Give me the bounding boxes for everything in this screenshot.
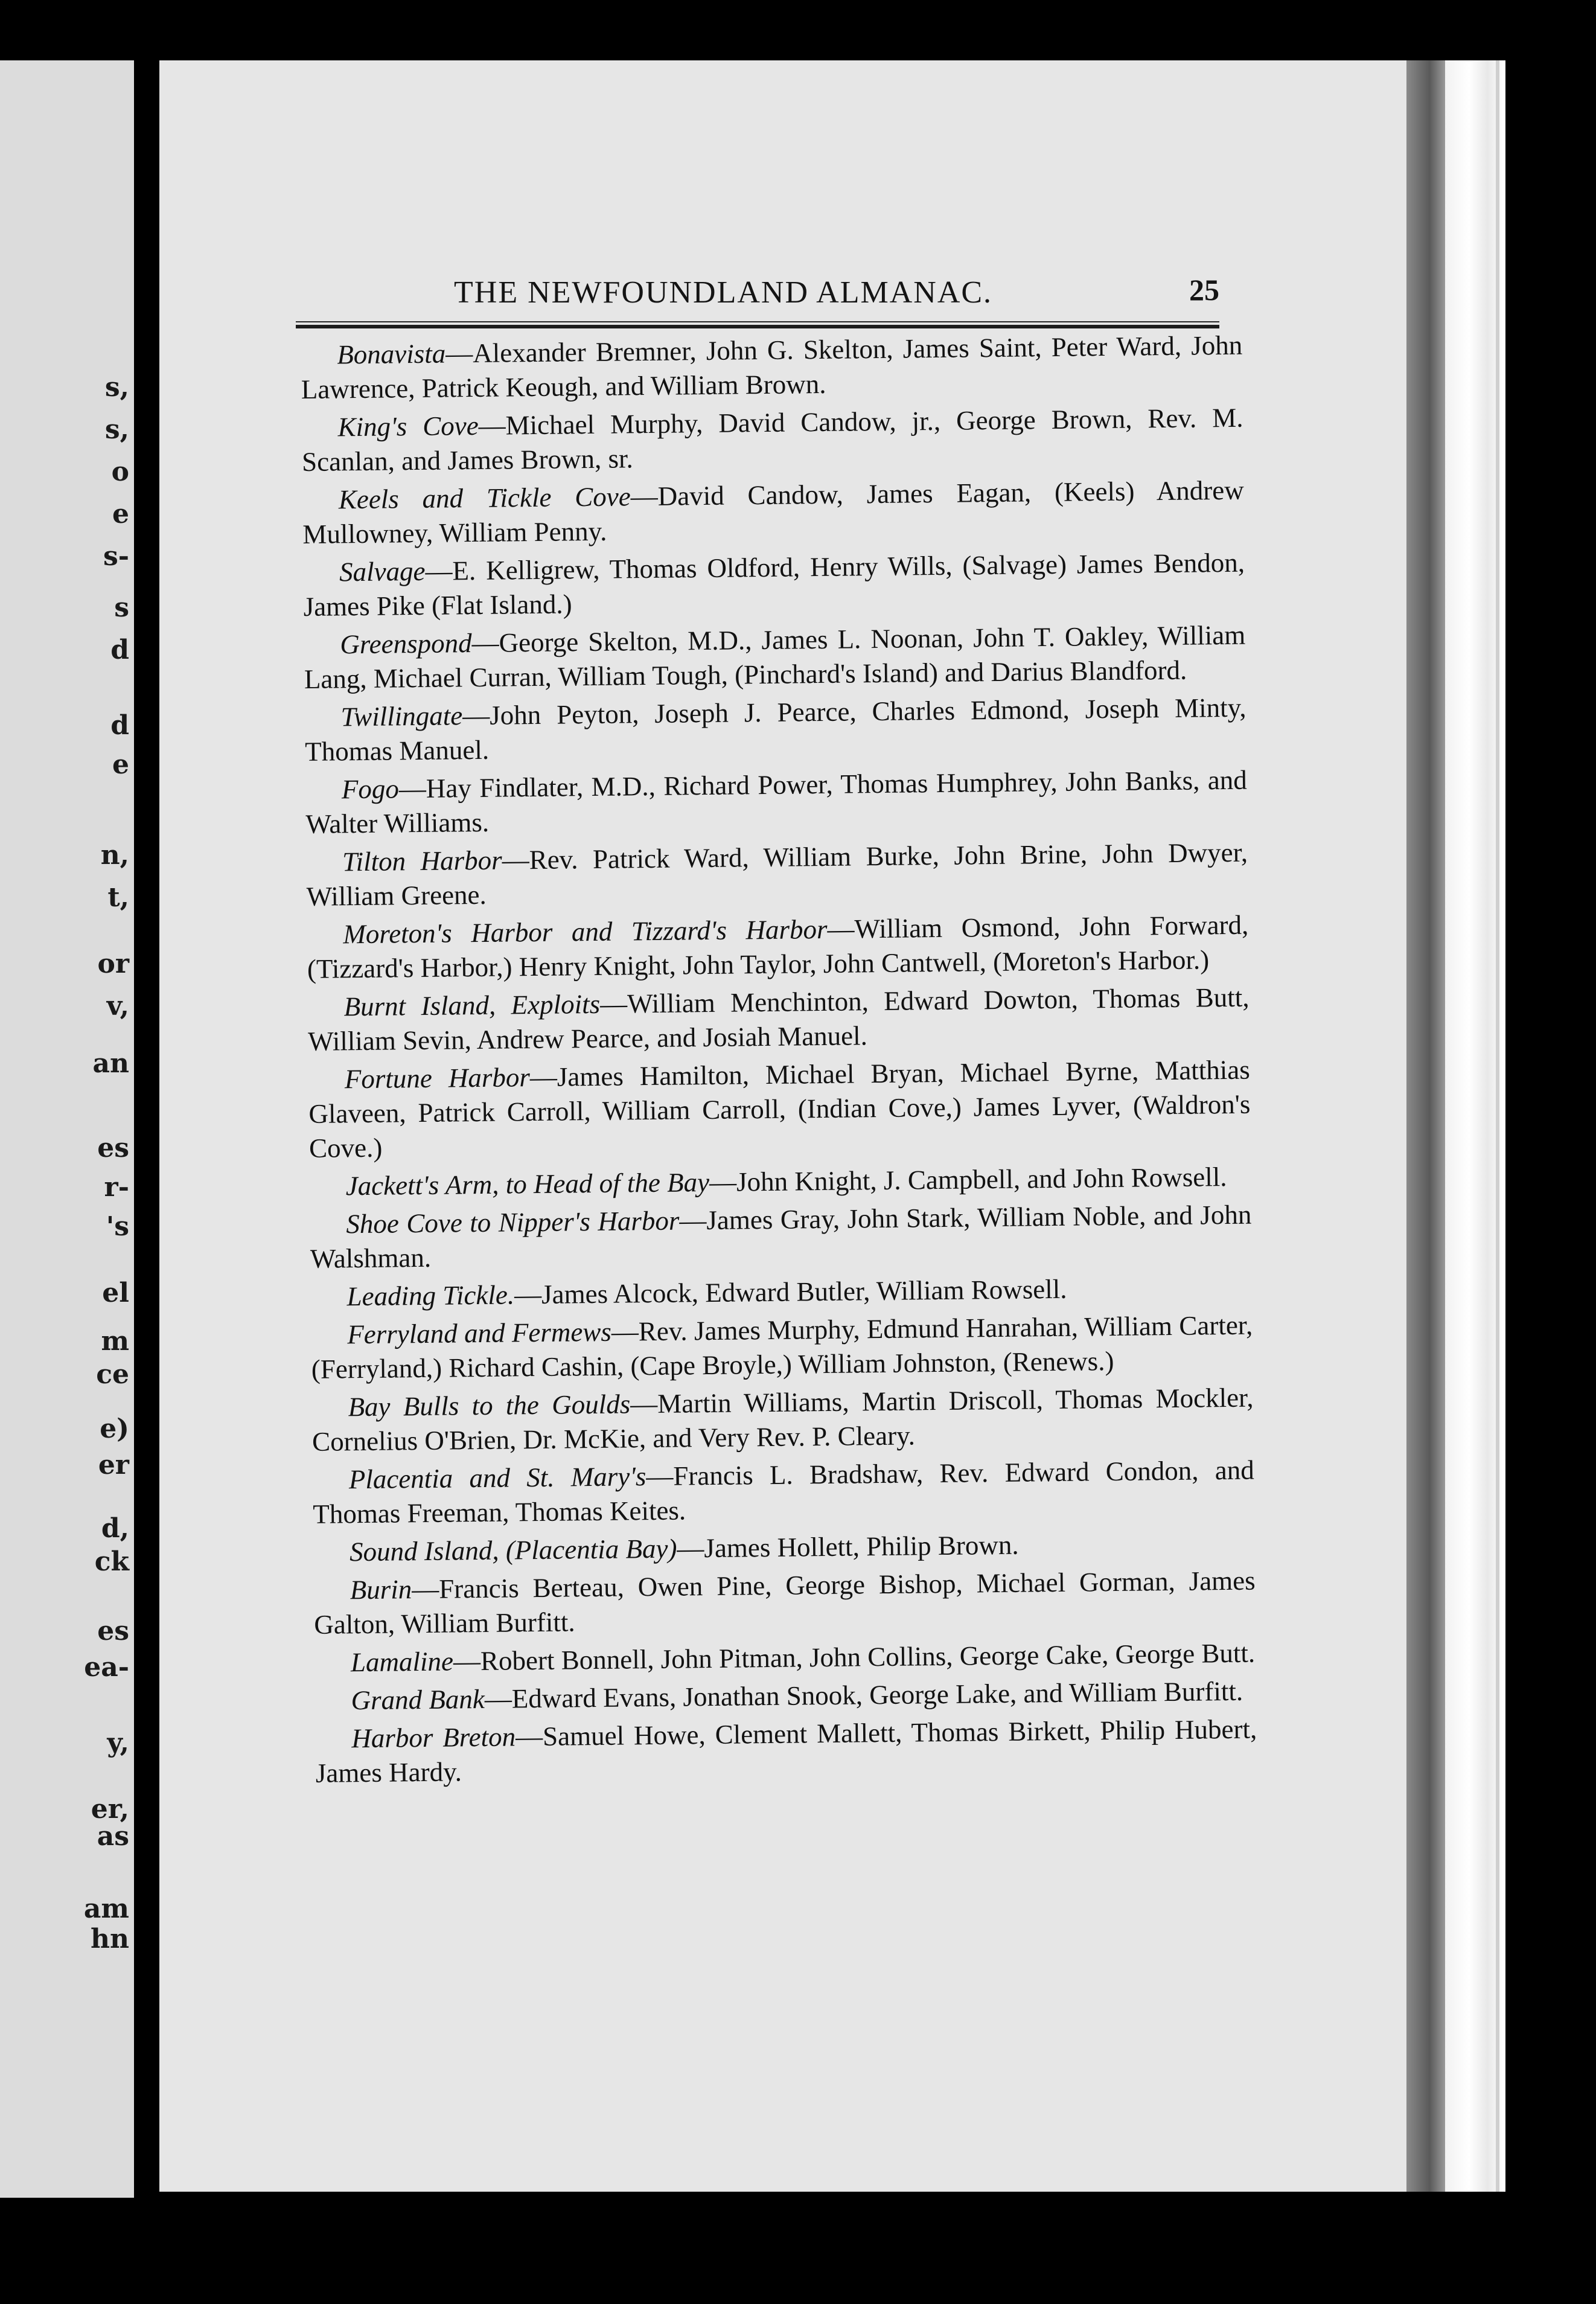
entry-dash: — <box>611 1316 639 1347</box>
entry-dash: — <box>462 700 490 731</box>
previous-page-fragment: m <box>101 1326 129 1357</box>
entry-place: Fogo <box>341 773 400 805</box>
previous-page-fragment: er, <box>91 1794 129 1825</box>
page-header <box>296 275 1219 323</box>
previous-page-fragment: as <box>97 1821 129 1852</box>
entry <box>313 1453 1255 1532</box>
entry-names: Samuel Howe, Clement Mallett, Thomas Birkett, Philip Hubert, James Hardy. <box>315 1714 1257 1788</box>
header-rule-thick <box>296 325 1219 328</box>
entry-names: Robert Bonnell, John Pitman, John Collins, George Cake, George Butt. <box>480 1637 1256 1676</box>
entry-place: Bay Bulls to the Goulds <box>348 1389 631 1422</box>
entry <box>309 1160 1251 1204</box>
entry-place: Jackett's Arm, to Head of the Bay <box>345 1166 710 1202</box>
entry-names: E. Kelligrew, Thomas Oldford, Henry Wills, (Salvage) James Bendon, James Pike (Flat Island.) <box>303 547 1245 622</box>
entry-dash: — <box>478 410 506 441</box>
entry <box>306 836 1248 914</box>
entry-place: Leading Tickle. <box>346 1279 515 1312</box>
previous-page-fragment: ea- <box>84 1652 129 1683</box>
entry-place: King's Cove <box>337 410 479 443</box>
entry-dash: — <box>709 1166 737 1197</box>
entry <box>304 691 1246 769</box>
previous-page-fragment: or <box>97 949 129 979</box>
entry-place: Sound Island, (Placentia Bay) <box>349 1533 677 1567</box>
entry-names: Alexander Bremner, John G. Skelton, James Saint, Peter Ward, John Lawrence, Patrick Keough, and William Brown. <box>301 330 1243 405</box>
previous-page-fragment: ck <box>94 1546 129 1577</box>
entry <box>311 1381 1254 1459</box>
entry <box>314 1674 1257 1718</box>
entry-dash: — <box>599 988 628 1019</box>
entry-names: Francis L. Bradshaw, Rev. Edward Condon, and Thomas Freeman, Thomas Keites. <box>313 1454 1254 1529</box>
entry-names: Edward Evans, Jonathan Snook, George Lake, and William Burfitt. <box>511 1675 1243 1714</box>
entry <box>313 1526 1256 1570</box>
entry-names: Michael Murphy, David Candow, jr., George Brown, Rev. M. Scanlan, and James Brown, sr. <box>301 402 1243 477</box>
page-edge-shadow <box>1406 60 1445 2192</box>
page-number: 25 <box>1189 273 1219 307</box>
entry-dash: — <box>425 555 453 586</box>
entry <box>310 1270 1253 1314</box>
entry-dash: — <box>677 1533 704 1564</box>
entry <box>315 1712 1257 1791</box>
entry-names: David Candow, James Eagan, (Keels) Andrew Mullowney, William Penny. <box>302 475 1244 549</box>
entry-dash: — <box>529 1061 558 1093</box>
entry-names: Rev. James Murphy, Edmund Hanrahan, William Carter, (Ferryland,) Richard Cashin, (Cape Broyle,) William Johnston, (Renews.) <box>311 1310 1253 1384</box>
entry-place: Greenspond <box>340 628 472 660</box>
entry-place: Placentia and St. Mary's <box>348 1461 646 1495</box>
entry-place: Ferryland and Fermews <box>347 1316 612 1350</box>
entry-names: Hay Findlater, M.D., Richard Power, Thomas Humphrey, John Banks, and Walter Williams. <box>305 764 1248 839</box>
running-head: THE NEWFOUNDLAND ALMANAC. <box>454 275 993 310</box>
previous-page-fragment: s <box>114 592 129 623</box>
entry-dash: — <box>484 1683 512 1714</box>
commissioner-list <box>301 328 1257 1794</box>
previous-page-fragment: v, <box>106 991 129 1022</box>
entry-names: William Osmond, John Forward, (Tizzard's Harbor,) Henry Knight, John Taylor, John Cantwell, (Moreton's Harbor.) <box>307 909 1249 984</box>
entry <box>302 473 1245 552</box>
entry-dash: — <box>515 1721 543 1752</box>
entry-names: Francis Berteau, Owen Pine, George Bishop, Michael Gorman, James Galton, William Burfitt. <box>314 1565 1256 1640</box>
entry-names: John Knight, J. Campbell, and John Rowsell. <box>736 1162 1227 1197</box>
entry-place: Harbor Breton <box>351 1721 516 1754</box>
entry-dash: — <box>646 1461 674 1492</box>
entry-names: John Peyton, Joseph J. Pearce, Charles Edmond, Joseph Minty, Thomas Manuel. <box>304 692 1246 767</box>
previous-page-fragment: d <box>110 635 129 665</box>
previous-page-fragment: ce <box>96 1359 129 1390</box>
previous-page-fragment: es <box>97 1133 129 1163</box>
entry-place: Lamaline <box>350 1646 454 1678</box>
entry-dash: — <box>471 627 499 659</box>
previous-page-fragment: s, <box>104 414 129 445</box>
entry-names: James Gray, John Stark, William Noble, and John Walshman. <box>310 1199 1252 1274</box>
entry <box>304 618 1246 697</box>
previous-page-fragment: d <box>110 710 129 741</box>
entry-place: Moreton's Harbor and Tizzard's Harbor <box>343 914 828 950</box>
entry <box>303 546 1245 624</box>
entry-dash: — <box>445 338 473 369</box>
previous-page-fragment: d, <box>101 1513 129 1544</box>
previous-page-fragment: o <box>111 456 129 487</box>
previous-page-fragment: am <box>83 1893 129 1924</box>
entry-names: James Hamilton, Michael Bryan, Michael Byrne, Matthias Glaveen, Patrick Carroll, William Carroll, (Indian Cove,) James Lyver, (Waldron's Cove.) <box>308 1054 1251 1163</box>
entry-place: Twillingate <box>340 700 463 732</box>
entry-place: Keels and Tickle Cove <box>338 481 631 515</box>
entry-place: Bonavista <box>337 338 446 370</box>
entry-names: James Alcock, Edward Butler, William Rowsell. <box>541 1273 1067 1310</box>
previous-page-edge <box>0 60 134 2198</box>
entry-dash: — <box>630 1388 658 1419</box>
entry <box>311 1308 1253 1387</box>
previous-page-fragment: e) <box>100 1413 129 1444</box>
header-rule-thin <box>296 321 1219 322</box>
entry-dash: — <box>679 1205 707 1236</box>
entry-dash: — <box>411 1573 439 1605</box>
entry-dash: — <box>398 773 427 804</box>
previous-page-fragment: n, <box>100 840 129 871</box>
entry-dash: — <box>453 1646 481 1677</box>
entry <box>301 328 1243 407</box>
entry-dash: — <box>630 481 658 512</box>
previous-page-fragment: s, <box>104 372 129 403</box>
entry-names: James Hollett, Philip Brown. <box>704 1529 1019 1564</box>
previous-page-fragment: es <box>97 1616 129 1646</box>
entry <box>313 1564 1256 1642</box>
entry-place: Tilton Harbor <box>342 845 502 877</box>
previous-page-fragment: r- <box>104 1172 129 1203</box>
previous-page-fragment: el <box>102 1278 129 1308</box>
previous-page-fragment: er <box>98 1450 129 1480</box>
entry-place: Grand Bank <box>351 1683 485 1716</box>
entry <box>305 763 1248 842</box>
entry <box>314 1636 1257 1680</box>
header-rule <box>296 321 1219 330</box>
entry <box>307 908 1249 987</box>
entry-names: George Skelton, M.D., James L. Noonan, John T. Oakley, William Lang, Michael Curran, William Tough, (Pinchard's Island) and Darius Blandford. <box>304 619 1246 694</box>
entry <box>307 981 1250 1059</box>
entry-place: Burnt Island, Exploits <box>343 988 601 1022</box>
previous-page-fragment: 's <box>106 1211 129 1242</box>
entry-names: Rev. Patrick Ward, William Burke, John Brine, John Dwyer, William Greene. <box>306 837 1248 912</box>
entry-place: Shoe Cove to Nipper's Harbor <box>346 1205 680 1240</box>
entry-names: Martin Williams, Martin Driscoll, Thomas Mockler, Cornelius O'Brien, Dr. McKie, and Very Rev. P. Cleary. <box>311 1382 1254 1457</box>
previous-page-fragment: hn <box>91 1924 129 1954</box>
entry <box>308 1053 1251 1166</box>
previous-page-fragment: s- <box>103 541 129 572</box>
entry-names: William Menchinton, Edward Dowton, Thomas Butt, William Sevin, Andrew Pearce, and Josiah Manuel. <box>307 982 1250 1057</box>
previous-page-fragment: t, <box>107 882 129 913</box>
page-edge-line <box>1496 60 1499 2192</box>
entry-dash: — <box>827 914 855 944</box>
entry-dash: — <box>514 1279 542 1310</box>
entry-dash: — <box>502 845 529 875</box>
previous-page-fragment: an <box>92 1048 129 1079</box>
entry-place: Salvage <box>339 555 426 587</box>
previous-page-fragment: e <box>112 749 129 780</box>
entry-place: Burin <box>350 1574 412 1605</box>
entry <box>310 1198 1252 1276</box>
entry <box>301 401 1243 479</box>
previous-page-fragment: e <box>112 499 129 530</box>
previous-page-fragment: y, <box>107 1727 129 1758</box>
entry-place: Fortune Harbor <box>344 1062 531 1095</box>
